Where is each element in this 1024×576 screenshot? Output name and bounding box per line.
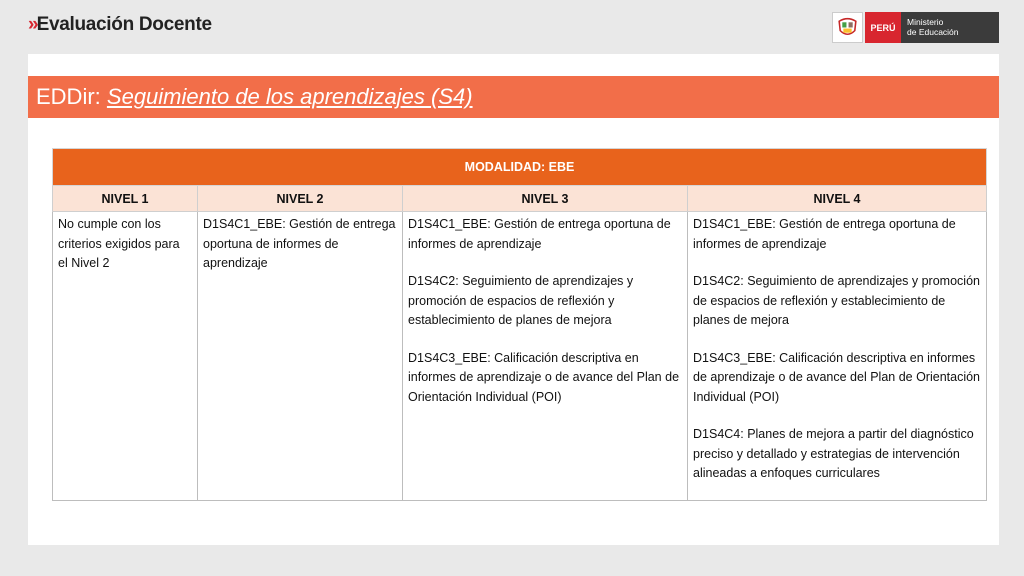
header-band <box>0 0 1024 54</box>
slide-content <box>28 54 999 545</box>
modality-header: MODALIDAD: EBE <box>53 149 987 186</box>
brand-chevrons: » <box>28 14 35 35</box>
brand-logo <box>28 14 212 36</box>
criterion-text: No cumple con los criterios exigidos para el Nivel 2 <box>58 217 180 270</box>
ministry-logo <box>832 12 999 43</box>
level-2-header: NIVEL 2 <box>198 186 403 212</box>
level-header-row <box>53 186 987 212</box>
levels-table <box>52 148 987 501</box>
level-3-cell <box>403 212 688 501</box>
slide-title <box>36 84 473 110</box>
criterion-text: D1S4C4: Planes de mejora a partir del diagnóstico preciso y detallado y estrategias de intervención alineadas a enfoques curriculares <box>693 427 974 480</box>
title-bar <box>28 76 999 118</box>
modality-row <box>53 149 987 186</box>
level-1-header: NIVEL 1 <box>53 186 198 212</box>
criterion-text: D1S4C1_EBE: Gestión de entrega oportuna de informes de aprendizaje <box>203 217 396 270</box>
ministry-line-2: de Educación <box>907 27 959 37</box>
criterion-text: D1S4C2: Seguimiento de aprendizajes y promoción de espacios de reflexión y establecimiento de planes de mejora <box>408 274 634 327</box>
title-main: Seguimiento de los aprendizajes (S4) <box>106 84 473 109</box>
criterion-text: D1S4C3_EBE: Calificación descriptiva en informes de aprendizaje o de avance del Plan de Orientación Individual (POI) <box>408 350 680 404</box>
level-4-cell <box>688 212 987 501</box>
level-3-header: NIVEL 3 <box>403 186 688 212</box>
criterion-text: D1S4C1_EBE: Gestión de entrega oportuna de informes de aprendizaje <box>408 217 671 251</box>
ministry-label <box>901 12 999 43</box>
coat-of-arms-icon <box>832 12 863 43</box>
criterion-text: D1S4C2: Seguimiento de aprendizajes y promoción de espacios de reflexión y establecimiento de planes de mejora <box>693 274 980 327</box>
level-2-cell <box>198 212 403 501</box>
peru-label: PERÚ <box>865 12 901 43</box>
table-row <box>53 212 987 501</box>
brand-text: Evaluación Docente <box>36 14 212 35</box>
level-4-header: NIVEL 4 <box>688 186 987 212</box>
criterion-text: D1S4C1_EBE: Gestión de entrega oportuna de informes de aprendizaje <box>693 217 956 251</box>
level-1-cell <box>53 212 198 501</box>
criterion-text: D1S4C3_EBE: Calificación descriptiva en informes de aprendizaje o de avance del Plan de Orientación Individual (POI) <box>693 350 981 404</box>
title-prefix: EDDir: <box>36 84 101 109</box>
ministry-line-1: Ministerio <box>907 17 944 27</box>
